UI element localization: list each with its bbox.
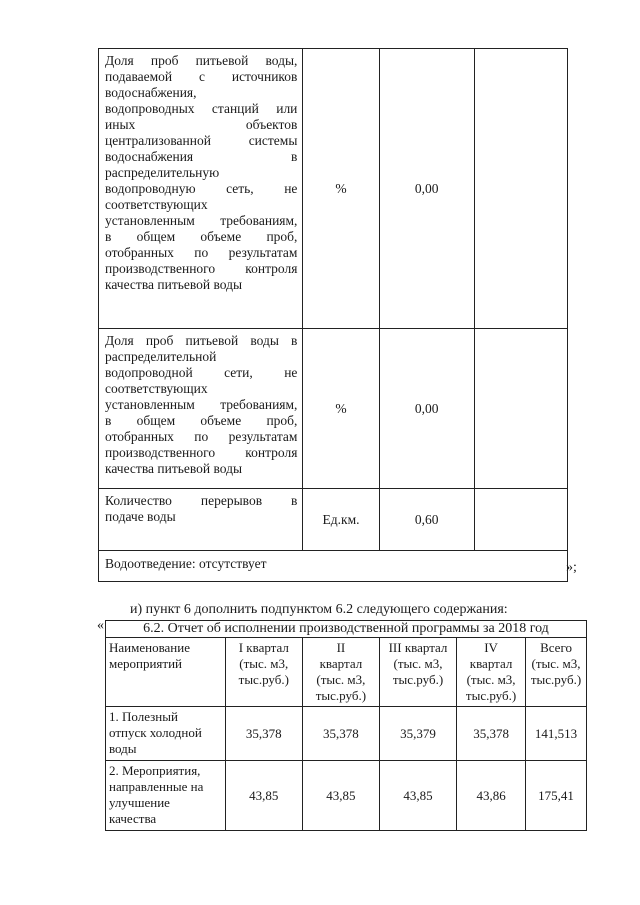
header-line: тыс.руб.) — [392, 672, 444, 687]
description-line: качества питьевой воды — [105, 461, 243, 476]
name-line: воды — [109, 741, 137, 756]
description-line: в общем объеме проб, — [105, 229, 298, 244]
quarter-value: 175,41 — [526, 761, 587, 831]
description-line: отобранных по результатам — [105, 429, 298, 444]
column-header — [106, 638, 226, 707]
description-line: производственного контроля — [105, 445, 298, 460]
header-line: (тыс. м3, — [531, 656, 581, 671]
name-line: 1. Полезный — [109, 709, 178, 724]
description-line: установленным требованиям, — [105, 213, 298, 228]
header-line: IV — [484, 640, 498, 655]
report-caption: 6.2. Отчет об исполнении производственной программы за 2018 год — [106, 621, 587, 638]
description-line: подаваемой с источников — [105, 69, 298, 84]
header-line: тыс.руб.) — [465, 688, 517, 703]
column-header — [302, 638, 379, 707]
indicator-value: 0,00 — [379, 49, 474, 329]
indicators-table — [98, 48, 568, 582]
indicator-extra — [474, 489, 567, 551]
name-line: направленные на — [109, 779, 204, 794]
column-header — [379, 638, 456, 707]
quarter-value: 141,513 — [526, 707, 587, 761]
quarter-value: 43,85 — [225, 761, 302, 831]
report-row — [106, 707, 587, 761]
description-line: водопроводных станций или — [105, 101, 298, 116]
description-line: Доля проб питьевой воды в — [105, 333, 298, 348]
wastewater-note: Водоотведение: отсутствует — [99, 551, 568, 582]
header-line: тыс.руб.) — [530, 672, 582, 687]
footer-row — [99, 551, 568, 582]
quarter-value: 35,378 — [457, 707, 526, 761]
indicator-row — [99, 329, 568, 489]
amendment-paragraph: и) пункт 6 дополнить подпунктом 6.2 следующего содержания: — [130, 602, 508, 617]
activity-name — [106, 761, 226, 831]
indicator-row — [99, 489, 568, 551]
description-line: распределительной — [105, 349, 217, 364]
header-line: II — [336, 640, 346, 655]
caption-row — [106, 621, 587, 638]
indicator-description — [99, 489, 303, 551]
header-line: (тыс. м3, — [466, 672, 516, 687]
description-line: установленным требованиям, — [105, 397, 298, 412]
name-line: отпуск холодной — [109, 725, 202, 740]
column-header — [225, 638, 302, 707]
column-header — [457, 638, 526, 707]
header-line: (тыс. м3, — [316, 672, 366, 687]
description-line: качества питьевой воды — [105, 277, 243, 292]
description-line: соответствующих — [105, 197, 208, 212]
report-row — [106, 761, 587, 831]
opening-quote: « — [97, 618, 104, 633]
name-line: улучшение — [109, 795, 170, 810]
indicator-row — [99, 49, 568, 329]
quarter-value: 43,85 — [379, 761, 456, 831]
header-line: квартал — [319, 656, 363, 671]
indicator-extra — [474, 49, 567, 329]
indicator-unit: % — [303, 329, 379, 489]
indicator-value: 0,00 — [379, 329, 474, 489]
indicator-extra — [474, 329, 567, 489]
description-line: в общем объеме проб, — [105, 413, 298, 428]
header-line: I квартал — [238, 640, 289, 655]
description-line: водопроводную сеть, не — [105, 181, 298, 196]
description-line: централизованной системы — [105, 133, 298, 148]
description-line: водопроводной сети, не — [105, 365, 298, 380]
header-line: (тыс. м3, — [239, 656, 289, 671]
description-line: отобранных по результатам — [105, 245, 298, 260]
indicator-description — [99, 49, 303, 329]
description-line: производственного контроля — [105, 261, 298, 276]
description-line: распределительную — [105, 165, 220, 180]
header-line: III квартал — [388, 640, 448, 655]
header-line: мероприятий — [109, 656, 182, 671]
header-line: Всего — [540, 640, 572, 655]
quarter-value: 43,85 — [302, 761, 379, 831]
column-header — [526, 638, 587, 707]
quarter-value: 35,379 — [379, 707, 456, 761]
quarter-value: 43,86 — [457, 761, 526, 831]
description-line: водоснабжения, — [105, 85, 197, 100]
indicator-value: 0,60 — [379, 489, 474, 551]
header-line: квартал — [469, 656, 513, 671]
quarter-value: 35,378 — [302, 707, 379, 761]
description-line: Количество перерывов в — [105, 493, 298, 508]
header-line: тыс.руб.) — [238, 672, 289, 687]
closing-quote: »; — [566, 560, 577, 575]
header-line: Наименование — [109, 640, 190, 655]
activity-name — [106, 707, 226, 761]
quarter-value: 35,378 — [225, 707, 302, 761]
description-line: подаче воды — [105, 509, 176, 524]
header-line: тыс.руб.) — [315, 688, 367, 703]
description-line: соответствующих — [105, 381, 208, 396]
description-line: иных объектов — [105, 117, 298, 132]
indicator-unit: Ед.км. — [303, 489, 379, 551]
indicator-description — [99, 329, 303, 489]
program-report-table — [105, 620, 587, 831]
description-line: водоснабжения в — [105, 149, 298, 164]
description-line: Доля проб питьевой воды, — [105, 53, 298, 68]
header-row — [106, 638, 587, 707]
name-line: 2. Мероприятия, — [109, 763, 201, 778]
header-line: (тыс. м3, — [393, 656, 443, 671]
indicator-unit: % — [303, 49, 379, 329]
name-line: качества — [109, 811, 157, 826]
